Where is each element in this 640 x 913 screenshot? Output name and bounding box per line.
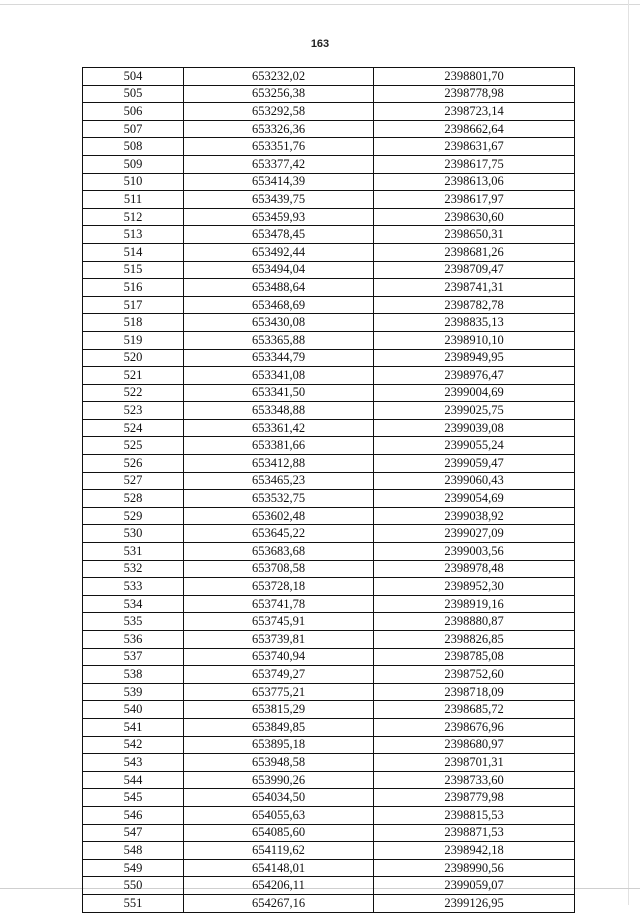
y-coordinate-cell: 2398785,08 bbox=[374, 648, 575, 666]
point-number-cell: 518 bbox=[83, 314, 184, 332]
table-row bbox=[83, 842, 575, 860]
point-number-cell: 539 bbox=[83, 683, 184, 701]
x-coordinate-cell: 653439,75 bbox=[184, 191, 374, 209]
x-coordinate-cell: 654119,62 bbox=[184, 842, 374, 860]
table-row bbox=[83, 155, 575, 173]
x-coordinate-cell: 654085,60 bbox=[184, 824, 374, 842]
x-coordinate-cell: 653459,93 bbox=[184, 208, 374, 226]
point-number-cell: 523 bbox=[83, 402, 184, 420]
table-row bbox=[83, 367, 575, 385]
y-coordinate-cell: 2398952,30 bbox=[374, 578, 575, 596]
x-coordinate-cell: 653849,85 bbox=[184, 718, 374, 736]
point-number-cell: 506 bbox=[83, 103, 184, 121]
point-number-cell: 517 bbox=[83, 296, 184, 314]
point-number-cell: 550 bbox=[83, 877, 184, 895]
y-coordinate-cell: 2398752,60 bbox=[374, 666, 575, 684]
x-coordinate-cell: 653739,81 bbox=[184, 631, 374, 649]
table-row bbox=[83, 789, 575, 807]
table-row bbox=[83, 437, 575, 455]
table-row bbox=[83, 683, 575, 701]
table-row bbox=[83, 191, 575, 209]
x-coordinate-cell: 653728,18 bbox=[184, 578, 374, 596]
page-number: 163 bbox=[310, 38, 330, 50]
point-number-cell: 541 bbox=[83, 718, 184, 736]
y-coordinate-cell: 2399054,69 bbox=[374, 490, 575, 508]
x-coordinate-cell: 653708,58 bbox=[184, 560, 374, 578]
point-number-cell: 510 bbox=[83, 173, 184, 191]
point-number-cell: 544 bbox=[83, 771, 184, 789]
point-number-cell: 516 bbox=[83, 279, 184, 297]
y-coordinate-cell: 2398631,67 bbox=[374, 138, 575, 156]
x-coordinate-cell: 653749,27 bbox=[184, 666, 374, 684]
x-coordinate-cell: 653348,88 bbox=[184, 402, 374, 420]
point-number-cell: 533 bbox=[83, 578, 184, 596]
y-coordinate-cell: 2399060,43 bbox=[374, 472, 575, 490]
table-row bbox=[83, 824, 575, 842]
table-row bbox=[83, 455, 575, 473]
point-number-cell: 508 bbox=[83, 138, 184, 156]
y-coordinate-cell: 2398709,47 bbox=[374, 261, 575, 279]
x-coordinate-cell: 654206,11 bbox=[184, 877, 374, 895]
y-coordinate-cell: 2398630,60 bbox=[374, 208, 575, 226]
point-number-cell: 548 bbox=[83, 842, 184, 860]
x-coordinate-cell: 653948,58 bbox=[184, 754, 374, 772]
point-number-cell: 504 bbox=[83, 68, 184, 86]
y-coordinate-cell: 2398613,06 bbox=[374, 173, 575, 191]
point-number-cell: 543 bbox=[83, 754, 184, 772]
y-coordinate-cell: 2399038,92 bbox=[374, 507, 575, 525]
y-coordinate-cell: 2398778,98 bbox=[374, 85, 575, 103]
table-row bbox=[83, 578, 575, 596]
y-coordinate-cell: 2399059,07 bbox=[374, 877, 575, 895]
x-coordinate-cell: 653990,26 bbox=[184, 771, 374, 789]
y-coordinate-cell: 2398919,16 bbox=[374, 595, 575, 613]
point-number-cell: 535 bbox=[83, 613, 184, 631]
table-row bbox=[83, 120, 575, 138]
table-row bbox=[83, 138, 575, 156]
point-number-cell: 542 bbox=[83, 736, 184, 754]
point-number-cell: 538 bbox=[83, 666, 184, 684]
table-row bbox=[83, 736, 575, 754]
point-number-cell: 546 bbox=[83, 806, 184, 824]
y-coordinate-cell: 2399039,08 bbox=[374, 419, 575, 437]
point-number-cell: 521 bbox=[83, 367, 184, 385]
y-coordinate-cell: 2398976,47 bbox=[374, 367, 575, 385]
y-coordinate-cell: 2398782,78 bbox=[374, 296, 575, 314]
x-coordinate-cell: 654055,63 bbox=[184, 806, 374, 824]
table-row bbox=[83, 314, 575, 332]
y-coordinate-cell: 2398741,31 bbox=[374, 279, 575, 297]
x-coordinate-cell: 653492,44 bbox=[184, 243, 374, 261]
table-row bbox=[83, 666, 575, 684]
point-number-cell: 509 bbox=[83, 155, 184, 173]
point-number-cell: 536 bbox=[83, 631, 184, 649]
table-row bbox=[83, 648, 575, 666]
y-coordinate-cell: 2398871,53 bbox=[374, 824, 575, 842]
point-number-cell: 531 bbox=[83, 543, 184, 561]
y-coordinate-cell: 2399004,69 bbox=[374, 384, 575, 402]
table-row bbox=[83, 331, 575, 349]
y-coordinate-cell: 2398826,85 bbox=[374, 631, 575, 649]
point-number-cell: 519 bbox=[83, 331, 184, 349]
y-coordinate-cell: 2398680,97 bbox=[374, 736, 575, 754]
x-coordinate-cell: 653414,39 bbox=[184, 173, 374, 191]
y-coordinate-cell: 2398681,26 bbox=[374, 243, 575, 261]
table-row bbox=[83, 490, 575, 508]
point-number-cell: 547 bbox=[83, 824, 184, 842]
x-coordinate-cell: 653377,42 bbox=[184, 155, 374, 173]
x-coordinate-cell: 653488,64 bbox=[184, 279, 374, 297]
y-coordinate-cell: 2398701,31 bbox=[374, 754, 575, 772]
y-coordinate-cell: 2399027,09 bbox=[374, 525, 575, 543]
point-number-cell: 515 bbox=[83, 261, 184, 279]
y-coordinate-cell: 2398779,98 bbox=[374, 789, 575, 807]
x-coordinate-cell: 653381,66 bbox=[184, 437, 374, 455]
table-row bbox=[83, 243, 575, 261]
table-row bbox=[83, 771, 575, 789]
y-coordinate-cell: 2399025,75 bbox=[374, 402, 575, 420]
x-coordinate-cell: 653465,23 bbox=[184, 472, 374, 490]
x-coordinate-cell: 653741,78 bbox=[184, 595, 374, 613]
x-coordinate-cell: 653645,22 bbox=[184, 525, 374, 543]
x-coordinate-cell: 653344,79 bbox=[184, 349, 374, 367]
table-row bbox=[83, 631, 575, 649]
y-coordinate-cell: 2398990,56 bbox=[374, 859, 575, 877]
y-coordinate-cell: 2398942,18 bbox=[374, 842, 575, 860]
point-number-cell: 545 bbox=[83, 789, 184, 807]
y-coordinate-cell: 2398723,14 bbox=[374, 103, 575, 121]
y-coordinate-cell: 2398835,13 bbox=[374, 314, 575, 332]
point-number-cell: 522 bbox=[83, 384, 184, 402]
table-row bbox=[83, 894, 575, 912]
point-number-cell: 529 bbox=[83, 507, 184, 525]
table-row bbox=[83, 208, 575, 226]
x-coordinate-cell: 653292,58 bbox=[184, 103, 374, 121]
table-row bbox=[83, 349, 575, 367]
table-row bbox=[83, 173, 575, 191]
x-coordinate-cell: 653745,91 bbox=[184, 613, 374, 631]
point-number-cell: 527 bbox=[83, 472, 184, 490]
table-row bbox=[83, 296, 575, 314]
y-coordinate-cell: 2398718,09 bbox=[374, 683, 575, 701]
point-number-cell: 526 bbox=[83, 455, 184, 473]
table-row bbox=[83, 806, 575, 824]
table-row bbox=[83, 85, 575, 103]
x-coordinate-cell: 653683,68 bbox=[184, 543, 374, 561]
point-number-cell: 520 bbox=[83, 349, 184, 367]
y-coordinate-cell: 2398662,64 bbox=[374, 120, 575, 138]
table-row bbox=[83, 419, 575, 437]
x-coordinate-cell: 653232,02 bbox=[184, 68, 374, 86]
point-number-cell: 540 bbox=[83, 701, 184, 719]
y-coordinate-cell: 2398733,60 bbox=[374, 771, 575, 789]
point-number-cell: 524 bbox=[83, 419, 184, 437]
x-coordinate-cell: 653740,94 bbox=[184, 648, 374, 666]
x-coordinate-cell: 653775,21 bbox=[184, 683, 374, 701]
y-coordinate-cell: 2398617,75 bbox=[374, 155, 575, 173]
table-row bbox=[83, 384, 575, 402]
point-number-cell: 512 bbox=[83, 208, 184, 226]
x-coordinate-cell: 653895,18 bbox=[184, 736, 374, 754]
x-coordinate-cell: 653365,88 bbox=[184, 331, 374, 349]
y-coordinate-cell: 2399126,95 bbox=[374, 894, 575, 912]
x-coordinate-cell: 653341,08 bbox=[184, 367, 374, 385]
table-row bbox=[83, 859, 575, 877]
point-number-cell: 505 bbox=[83, 85, 184, 103]
y-coordinate-cell: 2398949,95 bbox=[374, 349, 575, 367]
table-row bbox=[83, 402, 575, 420]
y-coordinate-cell: 2399055,24 bbox=[374, 437, 575, 455]
point-number-cell: 507 bbox=[83, 120, 184, 138]
table-row bbox=[83, 226, 575, 244]
point-number-cell: 525 bbox=[83, 437, 184, 455]
y-coordinate-cell: 2398978,48 bbox=[374, 560, 575, 578]
x-coordinate-cell: 654267,16 bbox=[184, 894, 374, 912]
y-coordinate-cell: 2398880,87 bbox=[374, 613, 575, 631]
table-row bbox=[83, 543, 575, 561]
table-row bbox=[83, 103, 575, 121]
point-number-cell: 513 bbox=[83, 226, 184, 244]
point-number-cell: 534 bbox=[83, 595, 184, 613]
point-number-cell: 528 bbox=[83, 490, 184, 508]
x-coordinate-cell: 653532,75 bbox=[184, 490, 374, 508]
x-coordinate-cell: 653494,04 bbox=[184, 261, 374, 279]
x-coordinate-cell: 653361,42 bbox=[184, 419, 374, 437]
x-coordinate-cell: 654034,50 bbox=[184, 789, 374, 807]
point-number-cell: 551 bbox=[83, 894, 184, 912]
table-row bbox=[83, 701, 575, 719]
x-coordinate-cell: 653326,36 bbox=[184, 120, 374, 138]
y-coordinate-cell: 2398676,96 bbox=[374, 718, 575, 736]
point-number-cell: 537 bbox=[83, 648, 184, 666]
table-row bbox=[83, 68, 575, 86]
y-coordinate-cell: 2399003,56 bbox=[374, 543, 575, 561]
table-row bbox=[83, 279, 575, 297]
x-coordinate-cell: 653256,38 bbox=[184, 85, 374, 103]
table-row bbox=[83, 754, 575, 772]
table-row bbox=[83, 877, 575, 895]
x-coordinate-cell: 653341,50 bbox=[184, 384, 374, 402]
table-row bbox=[83, 560, 575, 578]
y-coordinate-cell: 2398617,97 bbox=[374, 191, 575, 209]
x-coordinate-cell: 653430,08 bbox=[184, 314, 374, 332]
x-coordinate-cell: 653351,76 bbox=[184, 138, 374, 156]
table-row bbox=[83, 718, 575, 736]
point-number-cell: 549 bbox=[83, 859, 184, 877]
x-coordinate-cell: 653815,29 bbox=[184, 701, 374, 719]
x-coordinate-cell: 653412,88 bbox=[184, 455, 374, 473]
y-coordinate-cell: 2398685,72 bbox=[374, 701, 575, 719]
table-row bbox=[83, 613, 575, 631]
y-coordinate-cell: 2398815,53 bbox=[374, 806, 575, 824]
y-coordinate-cell: 2398650,31 bbox=[374, 226, 575, 244]
coordinates-table bbox=[82, 67, 575, 913]
x-coordinate-cell: 653468,69 bbox=[184, 296, 374, 314]
y-coordinate-cell: 2399059,47 bbox=[374, 455, 575, 473]
table-row bbox=[83, 507, 575, 525]
table-row bbox=[83, 261, 575, 279]
x-coordinate-cell: 653478,45 bbox=[184, 226, 374, 244]
scan-top-edge bbox=[0, 4, 640, 5]
x-coordinate-cell: 654148,01 bbox=[184, 859, 374, 877]
point-number-cell: 530 bbox=[83, 525, 184, 543]
point-number-cell: 511 bbox=[83, 191, 184, 209]
point-number-cell: 514 bbox=[83, 243, 184, 261]
x-coordinate-cell: 653602,48 bbox=[184, 507, 374, 525]
table-row bbox=[83, 525, 575, 543]
coordinates-table-body bbox=[83, 68, 575, 913]
y-coordinate-cell: 2398801,70 bbox=[374, 68, 575, 86]
scan-right-edge bbox=[628, 0, 629, 905]
table-row bbox=[83, 472, 575, 490]
table-row bbox=[83, 595, 575, 613]
y-coordinate-cell: 2398910,10 bbox=[374, 331, 575, 349]
point-number-cell: 532 bbox=[83, 560, 184, 578]
